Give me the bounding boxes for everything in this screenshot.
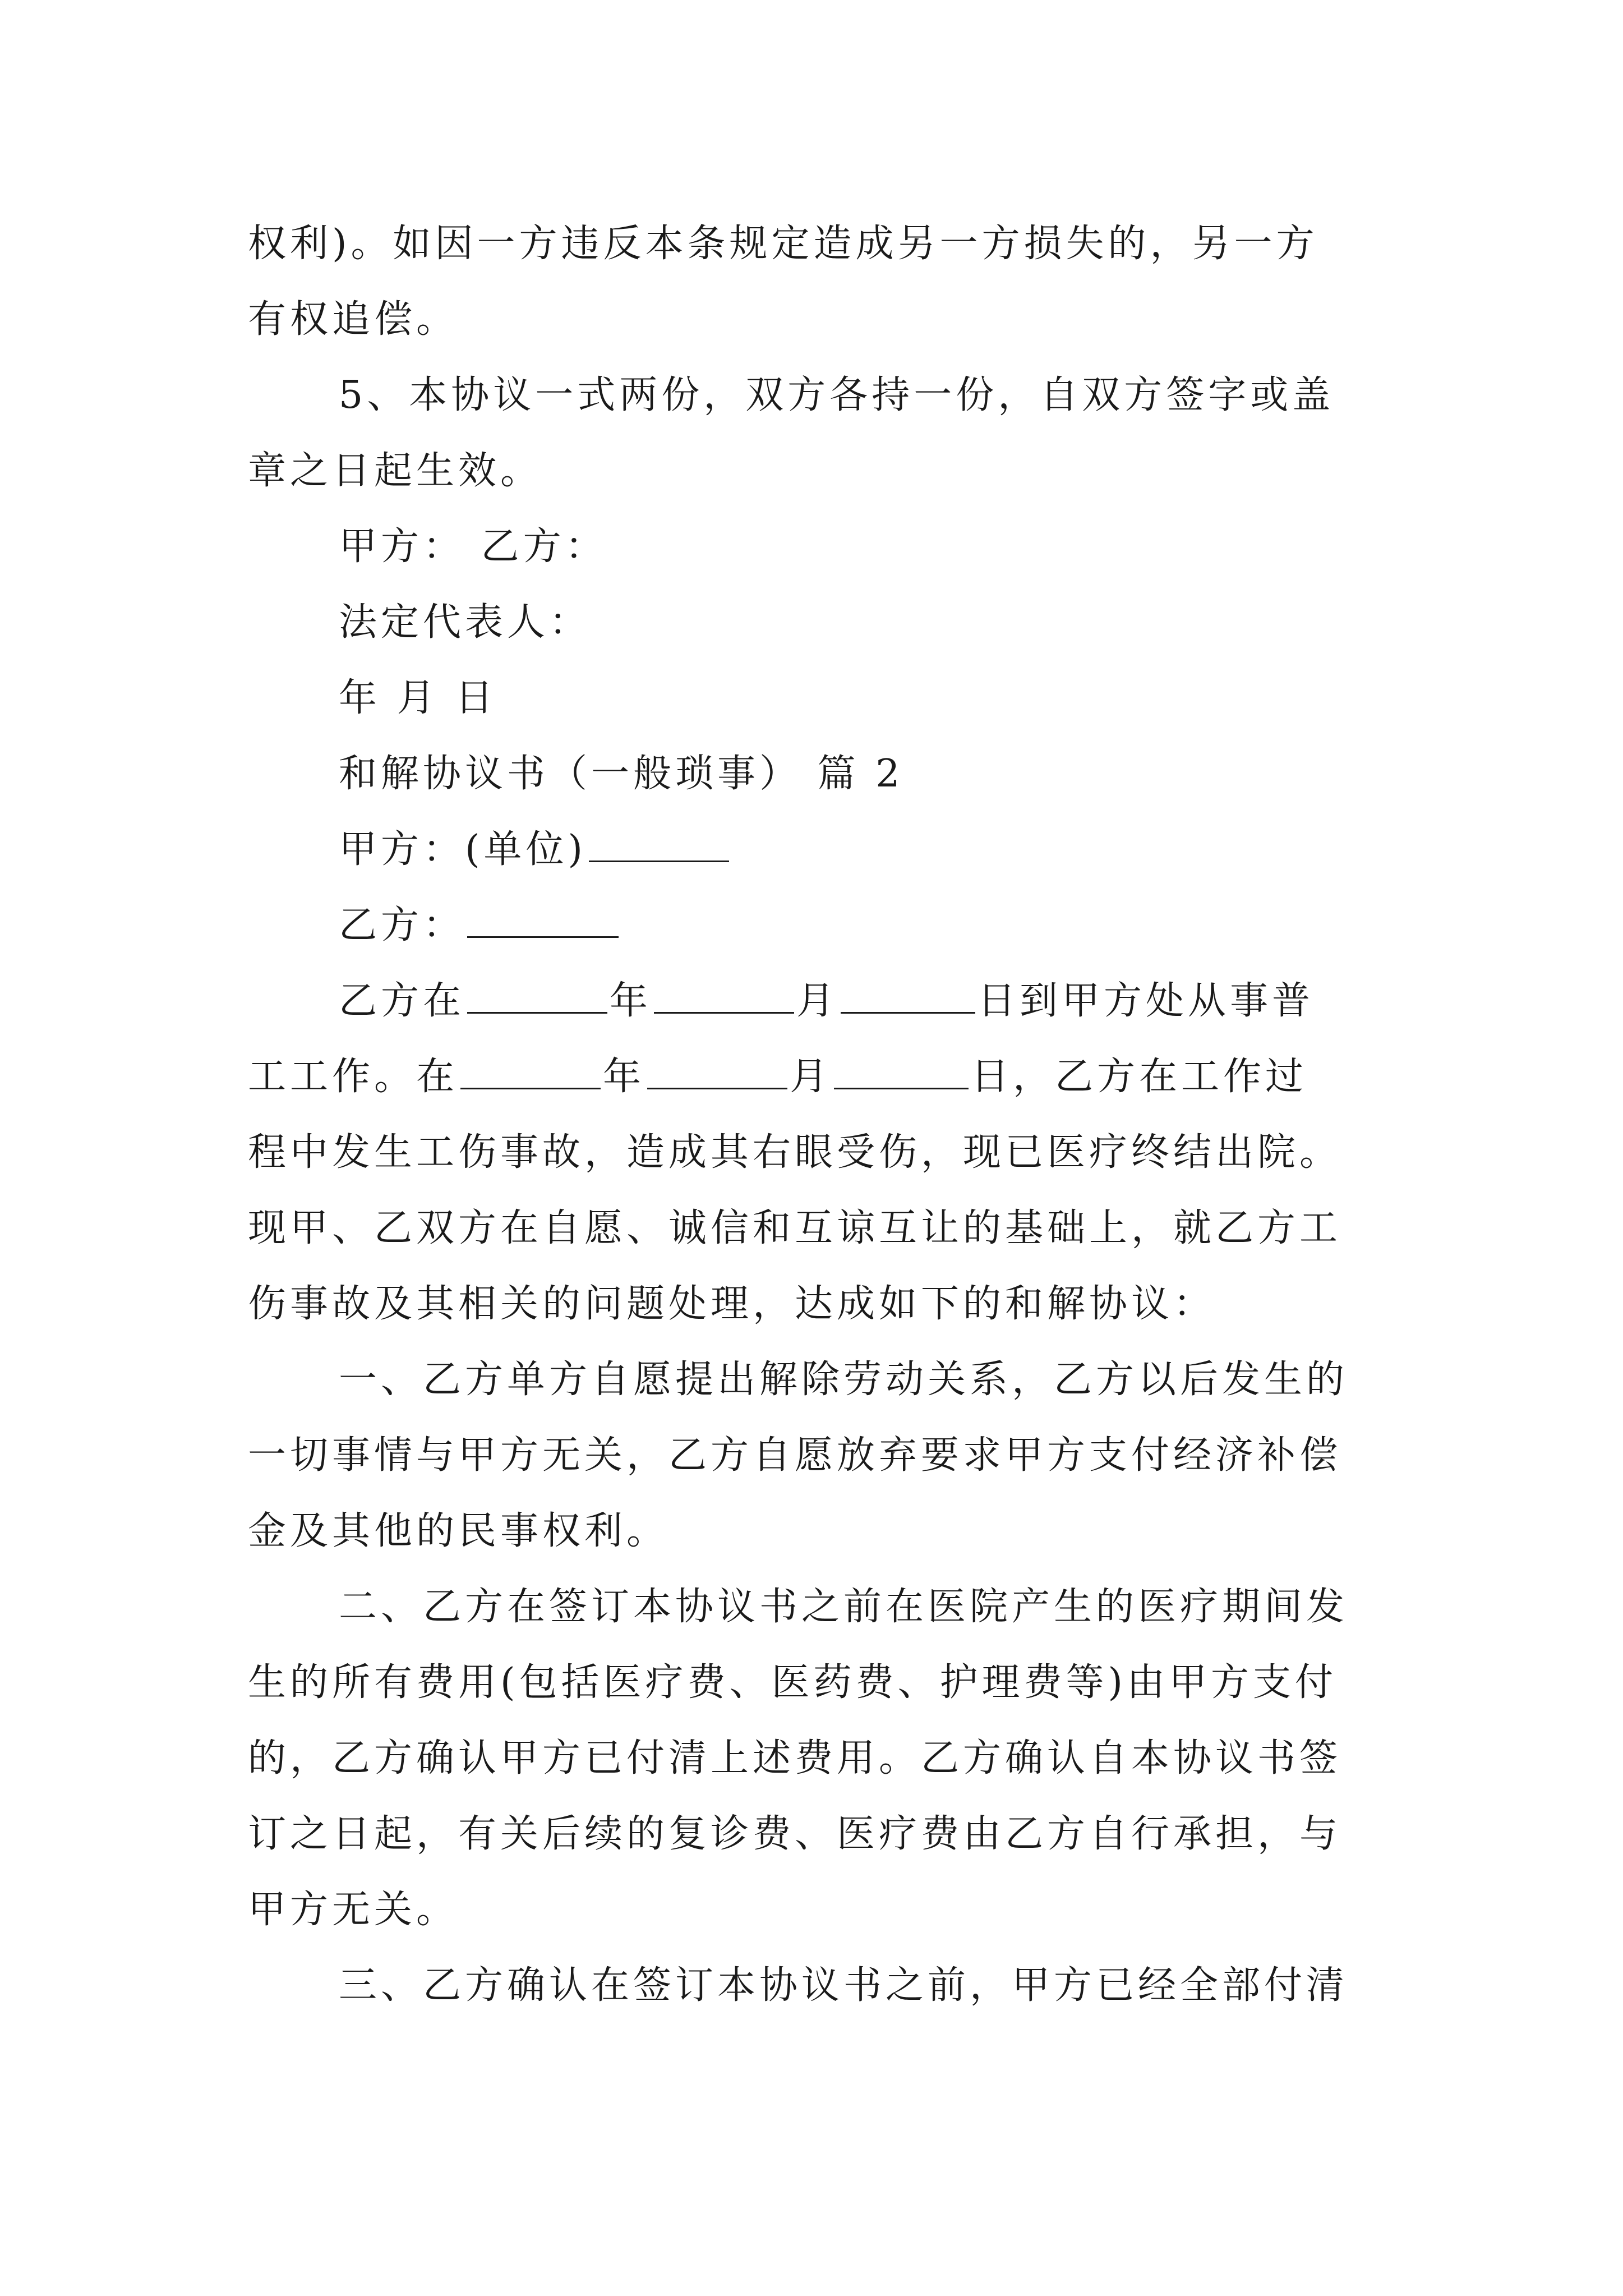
paragraph-line: 有权追偿。: [248, 297, 459, 342]
text-segment: 月: [796, 979, 839, 1023]
text-segment: 月: [790, 1055, 832, 1099]
paragraph-line: 权利)。如因一方违反本条规定造成另一方损失的，另一方: [248, 222, 1318, 266]
text-segment: 日，乙方在工作过: [971, 1055, 1308, 1099]
paragraph-line: 现甲、乙双方在自愿、诚信和互谅互让的基础上，就乙方工: [248, 1206, 1342, 1250]
party-b-line: [339, 903, 1483, 948]
blank-line: [460, 1055, 601, 1089]
party-b-label: 乙方：: [339, 903, 465, 947]
paragraph-line: 5、本协议一式两份，双方各持一份，自双方签字或盖: [339, 373, 1335, 417]
blank-line: [467, 979, 607, 1014]
paragraph-line: 三、乙方确认在签订本协议书之前，甲方已经全部付清: [339, 1963, 1349, 2008]
blank-line: [834, 1055, 969, 1089]
party-a-label: 甲方：(单位): [339, 827, 587, 872]
paragraph-line: 的，乙方确认甲方已付清上述费用。乙方确认自本协议书签: [248, 1736, 1342, 1780]
text-segment: 年: [603, 1055, 645, 1099]
legal-representative-line: 法定代表人：: [339, 600, 592, 645]
paragraph-line: 金及其他的民事权利。: [248, 1509, 669, 1553]
blank-line: [467, 904, 619, 938]
party-a-line: [339, 827, 1483, 872]
paragraph-line: 生的所有费用(包括医疗费、医药费、护理费等)由甲方支付: [248, 1660, 1338, 1705]
paragraph-line: 一、乙方单方自愿提出解除劳动关系，乙方以后发生的: [339, 1358, 1349, 1402]
text-segment: 年: [610, 979, 652, 1023]
paragraph-line: 程中发生工伤事故，造成其右眼受伤，现已医疗终结出院。: [248, 1130, 1342, 1175]
paragraph-line: 订之日起，有关后续的复诊费、医疗费由乙方自行承担，与: [248, 1812, 1342, 1856]
paragraph-line: 甲方无关。: [248, 1888, 459, 1932]
party-signature-line: 甲方： 乙方：: [339, 524, 607, 569]
paragraph-line: [339, 979, 1483, 1024]
paragraph-line: 二、乙方在签订本协议书之前在医院产生的医疗期间发: [339, 1585, 1349, 1629]
paragraph-line: 一切事情与甲方无关，乙方自愿放弃要求甲方支付经济补偿: [248, 1433, 1342, 1478]
blank-line: [841, 979, 975, 1014]
paragraph-line: 章之日起生效。: [248, 449, 543, 493]
paragraph-line: [248, 1055, 1392, 1099]
date-line: 年 月 日: [339, 676, 497, 720]
paragraph-line: 伤事故及其相关的问题处理，达成如下的和解协议：: [248, 1282, 1216, 1326]
text-segment: 工工作。在: [248, 1055, 459, 1099]
text-segment: 日到甲方处从事普: [978, 979, 1315, 1023]
section-title: 和解协议书（一般琐事） 篇 2: [339, 752, 904, 796]
blank-line: [647, 1055, 787, 1089]
text-segment: 乙方在: [339, 979, 465, 1023]
blank-line: [589, 828, 729, 862]
blank-line: [654, 979, 794, 1014]
